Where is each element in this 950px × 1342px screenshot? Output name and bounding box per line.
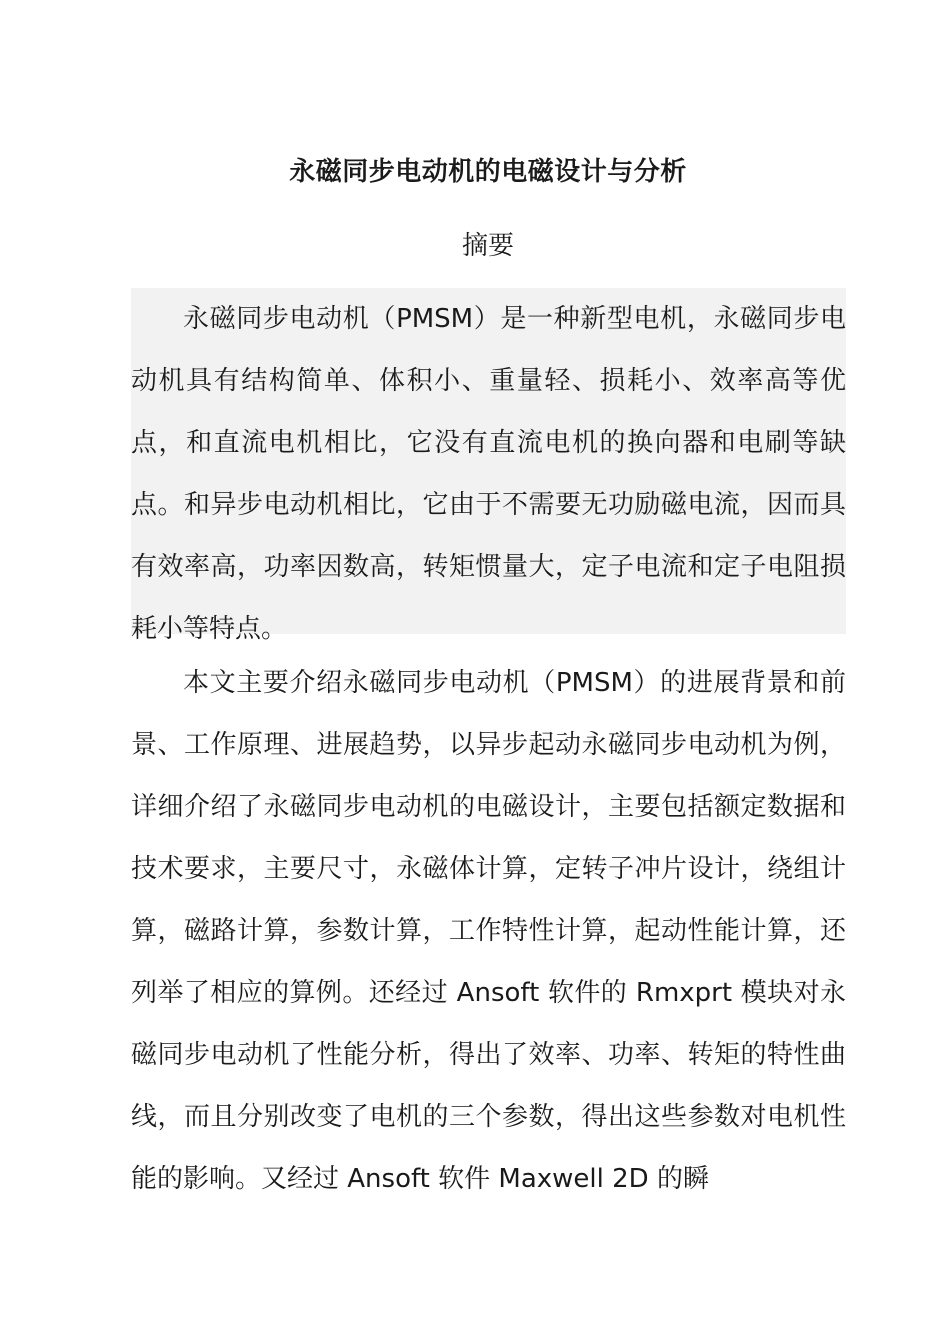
document-title: 永磁同步电动机的电磁设计与分析 (289, 157, 687, 187)
abstract-paragraph-2: 本文主要介绍永磁同步电动机（PMSM）的进展背景和前景、工作原理、进展趋势，以异步起动永磁同步电动机为例，详细介绍了永磁同步电动机的电磁设计，主要包括额定数据和技术要求，主要尺寸，永磁体计算，定转子冲片设计，绕组计算，磁路计算，参数计算，工作特性计算，起动性能计算，还列举了相应的算例。还经过 Ansoft 软件的 Rmxprt 模块对永磁同步电动机了性能分析，得出了效率、功率、转矩的特性曲线，而且分别改变了电机的三个参数，得出这些参数对电机性能的影响。又经过 Ansoft 软件 Maxwell 2D 的瞬 (131, 668, 846, 1194)
abstract-paragraph-1: 永磁同步电动机（PMSM）是一种新型电机，永磁同步电动机具有结构简单、体积小、重量轻、损耗小、效率高等优点，和直流电机相比，它没有直流电机的换向器和电刷等缺点。和异步电动机相比，它由于不需要无功励磁电流，因而具有效率高，功率因数高，转矩惯量大，定子电流和定子电阻损耗小等特点。 (131, 288, 846, 634)
abstract-heading: 摘要 (461, 231, 514, 261)
